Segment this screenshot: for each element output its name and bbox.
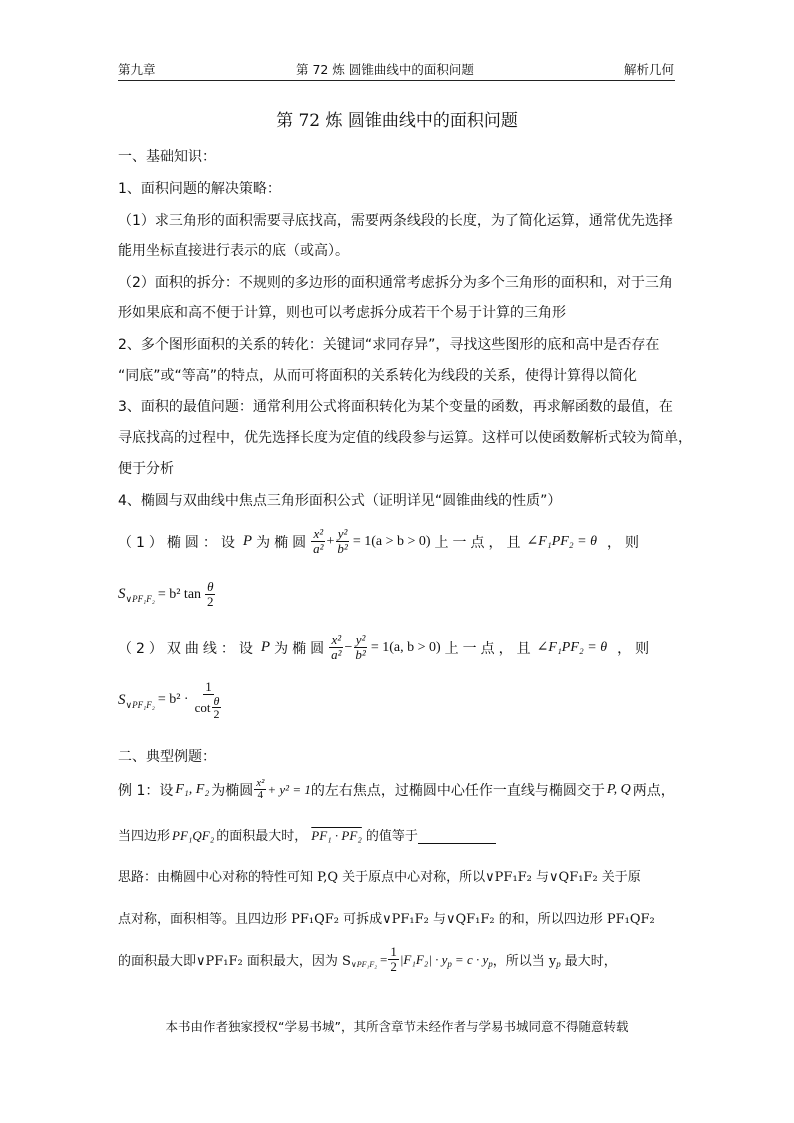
fraction-theta-2: $\frac{\theta}{2}$ [207,579,214,609]
area-rhs: = b² tan [157,586,202,602]
foci-f1-f2: F₁, F₂ [175,781,210,797]
solution-line3: 的面积最大即∨PF₁F₂ 面积最大，因为 S ∨PF₁F₂ = $\frac{1}{2}$ |F₁F₂| · y p = c · y p ，所以当 y p 最大时， [118,944,617,974]
formula-ellipse-mid: 为椭圆 [256,534,311,551]
item-3-line3: 便于分析 [118,461,174,477]
formula-ellipse-lead: （1）椭圆：设 [118,534,239,551]
area-rhs: = b² · [157,692,189,707]
formula-hyperbola-mid: 为椭圆 [274,640,329,657]
item-1-2-line1: （2）面积的拆分：不规则的多边形的面积通常考虑拆分为多个三角形的面积和，对于三角 [118,275,673,291]
header-divider [118,80,675,81]
fraction-1-cot: 1 cot $\frac{\theta}{2}$ [194,679,220,721]
fraction-1-2: $\frac{1}{2}$ [390,944,397,974]
angle-f1pf2: ∠F₁PF₂ = θ [526,534,597,549]
formula-hyperbola-line: （2）双曲线：设 P 为椭圆 $\frac{\text{x²}}{\text{a²}}$ − $\frac{\text{y²}}{\text{b²}}$ = 1(a, b > 0) 上一点，且 ∠F₁PF₂ = θ ，则 [118,632,654,662]
item-1-1-line1: （1）求三角形的面积需要寻底找高，需要两条线段的长度，为了简化运算，通常优先选择 [118,213,673,229]
example-1-line1: 例 1：设 F₁, F₂ 为椭圆 $\frac{\text{x²}}{4}$ + y² = 1 的左右焦点，过椭圆中心任作一直线与椭圆交于 P, Q 两点， [118,777,675,801]
formula-ellipse-area [118,580,217,609]
fraction-y2-b2: $\frac{\text{y²}}{\text{b²}}$ [337,526,348,556]
item-3-line2: 寻底找高的过程中，优先选择长度为定值的线段参与运算。这样可以使函数解析式较为简单， [118,430,692,446]
formula-hyperbola-tail2: ，则 [617,640,654,657]
formula-ellipse-line: （1）椭圆：设 P 为椭圆 $\frac{\text{x²}}{\text{a²}}$ + $\frac{\text{y²}}{\text{b²}}$ = 1(a > b > 0) 上一点，且 ∠F₁PF₂ = θ ，则 [118,526,643,556]
points-p-q: P, Q [606,781,631,797]
item-4: 4、椭圆与双曲线中焦点三角形面积公式（证明详见“圆锥曲线的性质”） [118,493,562,509]
quadrilateral: PF₁QF₂ [172,828,215,843]
point-p: P [260,639,271,655]
solution-line1: 思路：由椭圆中心对称的特性可知 P,Q 关于原点中心对称，所以∨PF₁F₂ 与∨QF₁F₂ 关于原 [118,870,641,885]
ellipse-condition: = 1(a > b > 0) [352,533,431,549]
section-heading-basics: 一、基础知识： [118,149,216,165]
fraction-x2-a2: $\frac{\text{x²}}{\text{a²}}$ [313,526,324,556]
formula-ellipse-tail1: 上一点，且 [434,534,525,551]
formula-hyperbola-tail1: 上一点，且 [444,640,535,657]
fraction-x2-4: $\frac{\text{x²}}{4}$ [256,777,265,801]
fraction-y2-b2: $\frac{\text{y²}}{\text{b²}}$ [355,632,366,662]
formula-hyperbola-area [118,680,226,720]
header-subject: 解析几何 [624,62,675,77]
item-1-1-line2: 能用坐标直接进行表示的底（或高）。 [118,243,349,259]
item-1-2-line2: 形如果底和高不便于计算，则也可以考虑拆分成若干个易于计算的三角形 [118,305,566,321]
fraction-x2-a2: $\frac{\text{x²}}{\text{a²}}$ [331,632,342,662]
section-heading-examples: 二、典型例题： [118,749,216,765]
answer-blank [418,831,496,844]
point-p: P [242,533,253,549]
header-chapter: 第九章 [118,62,156,77]
header-lesson: 第 72 炼 圆锥曲线中的面积问题 [296,62,474,77]
formula-ellipse-tail2: ，则 [607,534,643,551]
formula-hyperbola-lead: （2）双曲线：设 [118,640,257,657]
page-title: 第 72 炼 圆锥曲线中的面积问题 [276,111,518,131]
item-2-line2: “同底”或“等高”的特点，从而可将面积的关系转化为线段的关系，使得计算得以简化 [118,368,638,384]
hyperbola-condition: = 1(a, b > 0) [370,639,441,655]
area-subscript: ∨PF₁F₂ [125,594,155,604]
item-2-line1: 2、多个图形面积的关系的转化：关键词“求同存异”，寻找这些图形的底和高中是否存在 [118,337,660,353]
area-symbol: S [118,586,126,602]
example-1-line2: 当四边形 PF₁QF₂ 的面积最大时， PF₁ · PF₂ 的值等于 [118,825,496,844]
item-3-line1: 3、面积的最值问题：通常利用公式将面积转化为某个变量的函数，再求解函数的最值，在 [118,399,673,415]
item-1: 1、面积问题的解决策略： [118,181,281,197]
solution-line2: 点对称，面积相等。且四边形 PF₁QF₂ 可拆成∨PF₁F₂ 与∨QF₁F₂ 的和，所以四边形 PF₁QF₂ [118,912,655,927]
dot-product: PF₁ · PF₂ [311,828,362,843]
ellipse-equation: + y² = 1 [267,781,311,797]
area-symbol: S [118,691,126,708]
area-subscript: ∨PF₁F₂ [125,699,155,710]
angle-f1pf2: ∠F₁PF₂ = θ [536,640,608,655]
footer-copyright: 本书由作者独家授权“学易书城”，其所含章节未经作者与学易书城同意不得随意转载 [165,1019,629,1034]
